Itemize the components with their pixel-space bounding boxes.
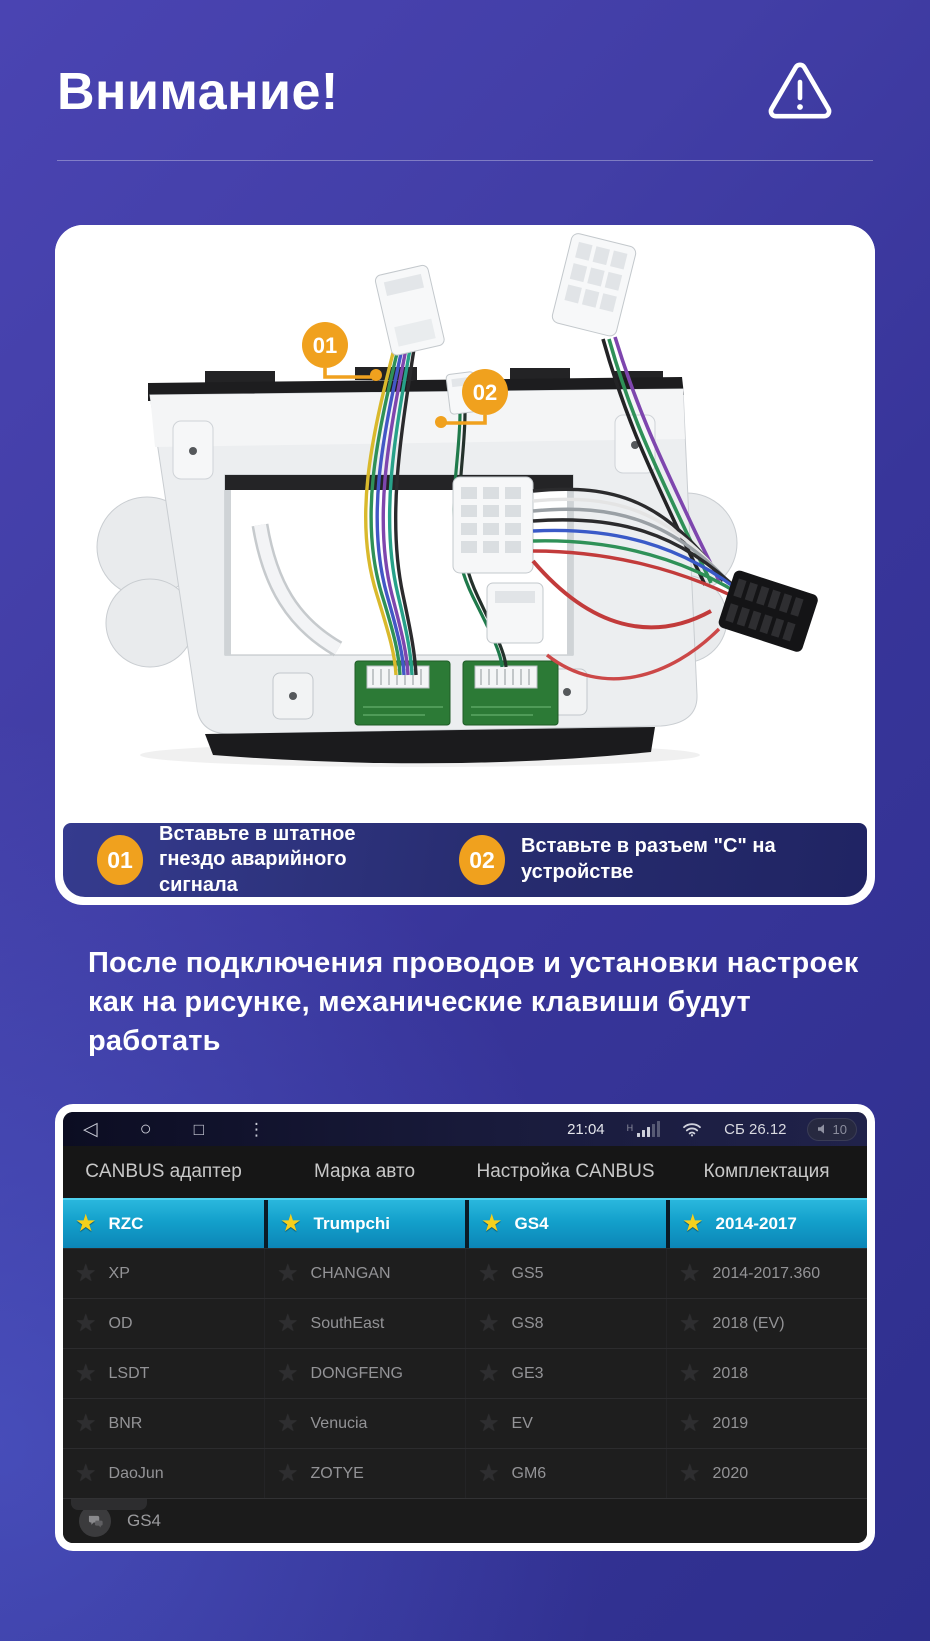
cell-value: DaoJun (108, 1464, 164, 1482)
signal-bars-icon (627, 1121, 661, 1137)
card-footer (63, 823, 867, 897)
note-text: После подключения проводов и установки настроек как на рисунке, механические клавиши будут работать (88, 947, 859, 1058)
svg-text:01: 01 (312, 333, 338, 358)
cell-value: 2014-2017.360 (712, 1264, 821, 1282)
device-screenshot-card (55, 1104, 875, 1551)
cell-value: RZC (108, 1214, 144, 1233)
star-icon (478, 1462, 500, 1486)
instruction-card (55, 225, 875, 905)
bottom-bar-tab (71, 1499, 147, 1510)
page-title: Внимание! (57, 63, 339, 121)
callout-2 (459, 834, 847, 885)
cell-value: DONGFENG (310, 1364, 403, 1382)
table-row[interactable] (63, 1398, 867, 1448)
bottom-bar (63, 1498, 867, 1543)
cell-value: 2020 (712, 1464, 749, 1482)
cell-value: CHANGAN (310, 1264, 391, 1282)
callout-1-badge: 01 (97, 835, 143, 885)
cell-value: GM6 (511, 1464, 547, 1482)
star-icon (75, 1212, 97, 1236)
cell-value: GE3 (511, 1364, 544, 1382)
star-icon (75, 1362, 97, 1386)
warning-triangle-icon (766, 60, 834, 124)
nav-recents-icon[interactable]: □ (193, 1119, 204, 1139)
network-type-label: H (626, 1123, 634, 1133)
star-icon (478, 1362, 500, 1386)
nav-menu-icon[interactable]: ⋮ (248, 1119, 265, 1139)
col-header-trim: Комплектация (703, 1161, 830, 1182)
header-divider (57, 160, 873, 161)
callout-1 (97, 822, 401, 899)
col-header-settings: Настройка CANBUS (476, 1161, 655, 1182)
nav-home-icon[interactable]: ○ (139, 1118, 152, 1140)
star-icon (682, 1212, 704, 1236)
star-icon (478, 1262, 500, 1286)
speaker-icon (817, 1123, 829, 1135)
svg-text:02: 02 (472, 380, 498, 405)
cell-value: ZOTYE (310, 1464, 364, 1482)
star-icon (679, 1362, 701, 1386)
star-icon (277, 1362, 299, 1386)
status-time: 21:04 (567, 1120, 605, 1138)
canbus-settings-screen (63, 1112, 867, 1543)
col-header-brand: Марка авто (313, 1161, 416, 1182)
star-icon (75, 1462, 97, 1486)
table-header-row (63, 1146, 867, 1198)
star-icon (277, 1262, 299, 1286)
status-bar (63, 1112, 867, 1146)
star-icon (75, 1312, 97, 1336)
star-icon (478, 1312, 500, 1336)
cell-value: 2019 (712, 1414, 749, 1432)
star-icon (679, 1312, 701, 1336)
star-icon (280, 1212, 302, 1236)
star-icon (277, 1412, 299, 1436)
nav-back-icon[interactable]: ◁ (83, 1118, 98, 1140)
col-header-adapter: CANBUS адаптер (85, 1161, 242, 1182)
callout-2-text: Вставьте в разъем "C" на устройстве (521, 835, 776, 883)
cell-value: GS8 (511, 1314, 544, 1332)
cell-value: SouthEast (310, 1314, 385, 1332)
table-row[interactable] (63, 1348, 867, 1398)
star-icon (679, 1462, 701, 1486)
table-row[interactable] (63, 1448, 867, 1498)
table-row[interactable] (63, 1298, 867, 1348)
table-row[interactable] (63, 1248, 867, 1298)
callout-1-text: Вставьте в штатное гнездо аварийного сигнала (159, 822, 356, 896)
cell-value: OD (108, 1314, 133, 1332)
star-icon (481, 1212, 503, 1236)
star-icon (277, 1462, 299, 1486)
cell-value: 2014-2017 (715, 1214, 797, 1233)
cell-value: GS4 (514, 1214, 549, 1233)
volume-level: 10 (832, 1121, 847, 1137)
cell-value: Trumpchi (313, 1214, 391, 1233)
table-row-selected[interactable] (63, 1198, 867, 1248)
current-selection-label: GS4 (127, 1511, 162, 1530)
star-icon (277, 1312, 299, 1336)
cell-value: EV (511, 1414, 533, 1432)
volume-indicator[interactable] (807, 1118, 857, 1141)
callout-2-badge: 02 (459, 835, 505, 885)
cell-value: GS5 (511, 1264, 544, 1282)
cell-value: Venucia (310, 1414, 368, 1432)
star-icon (75, 1412, 97, 1436)
cell-value: 2018 (712, 1364, 749, 1382)
cell-value: 2018 (EV) (712, 1314, 785, 1332)
star-icon (679, 1262, 701, 1286)
cell-value: XP (108, 1264, 130, 1282)
wiring-photo (55, 225, 875, 823)
wifi-icon (682, 1122, 702, 1137)
star-icon (679, 1412, 701, 1436)
cell-value: BNR (108, 1414, 143, 1432)
star-icon (478, 1412, 500, 1436)
cell-value: LSDT (108, 1364, 150, 1382)
status-date: СБ 26.12 (724, 1120, 787, 1138)
star-icon (75, 1262, 97, 1286)
